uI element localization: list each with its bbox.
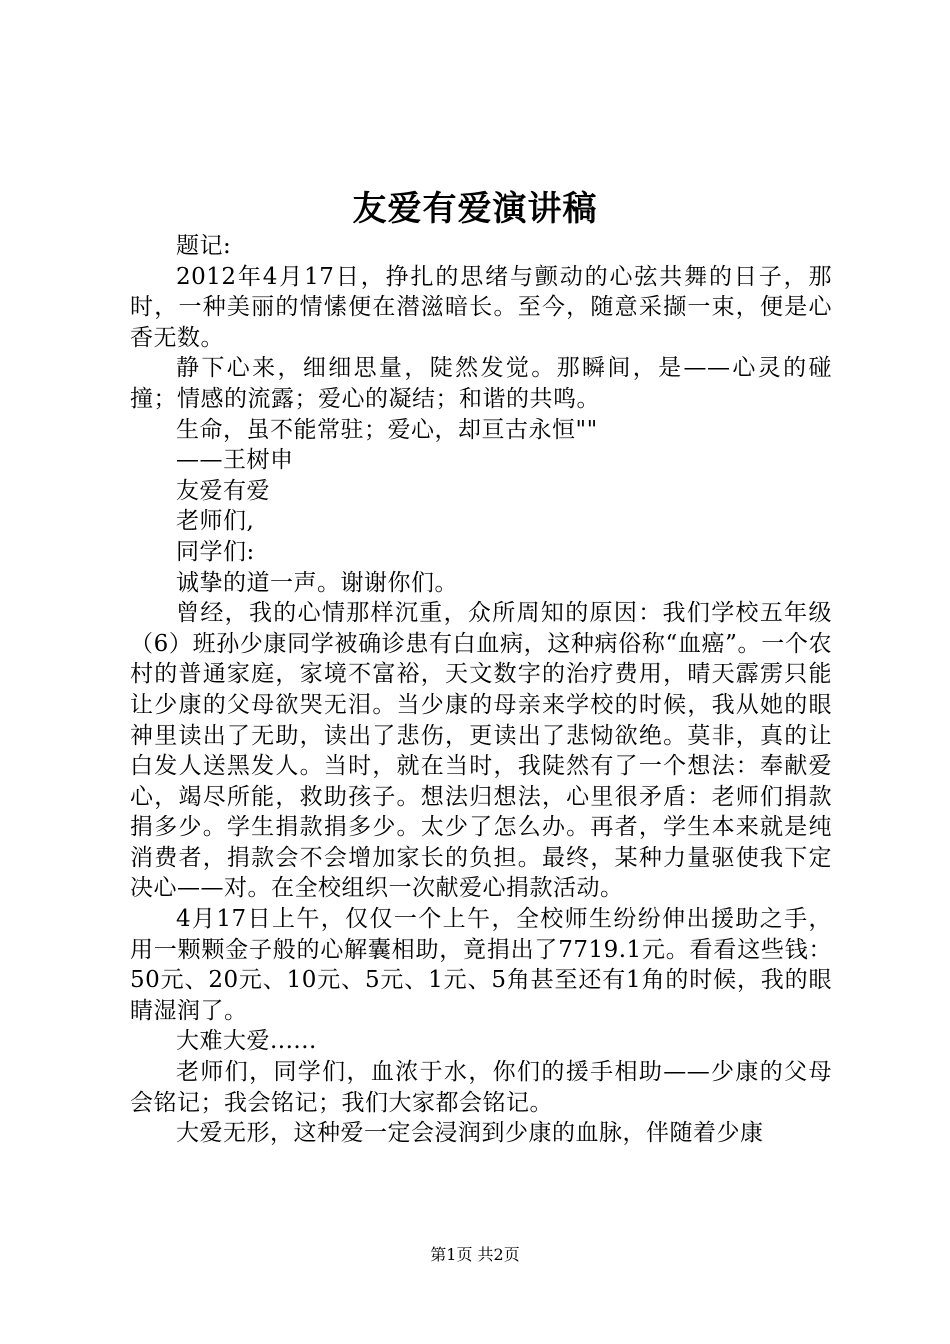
paragraph: 友爱有爱 <box>176 477 270 504</box>
paragraph: 老师们，同学们，血浓于水，你们的援手相助——少康的父母会铭记；我会铭记；我们大家都会铭记。 <box>130 1059 832 1116</box>
document-title: 友爱有爱演讲稿 <box>352 189 598 229</box>
paragraph: 生命，虽不能常驻；爱心，却亘古永恒"" <box>176 416 598 443</box>
paragraph: 4月17日上午，仅仅一个上午，全校师生纷纷伸出援助之手，用一颗颗金子般的心解囊相助，竟捐出了7719.1元。看看这些钱：50元、20元、10元、5元、1元、5角甚至还有1角的时候，我的眼睛湿润了。 <box>130 906 832 1024</box>
paragraph: 大爱无形，这种爱一定会浸润到少康的血脉，伴随着少康 <box>176 1120 764 1147</box>
paragraph: 静下心来，细细思量，陡然发觉。那瞬间，是——心灵的碰撞；情感的流露；爱心的凝结；和谐的共鸣。 <box>130 355 832 412</box>
paragraph: 曾经，我的心情那样沉重，众所周知的原因：我们学校五年级（6）班孙少康同学被确诊患有白血病，这种病俗称“血癌”。一个农村的普通家庭，家境不富裕，天文数字的治疗费用，晴天霹雳只能让少康的父母欲哭无泪。当少康的母亲来学校的时候，我从她的眼神里读出了无助，读出了悲伤，更读出了悲恸欲绝。莫非，真的让白发人送黑发人。当时，就在当时，我陡然有了一个想法：奉献爱心，竭尽所能，救助孩子。想法归想法，心里很矛盾：老师们捐款捐多少。学生捐款捐多少。太少了怎么办。再者，学生本来就是纯消费者，捐款会不会增加家长的负担。最终，某种力量驱使我下定决心——对。在全校组织一次献爱心捐款活动。 <box>130 600 832 902</box>
paragraph: 大难大爱...... <box>176 1028 317 1055</box>
paragraph: 2012年4月17日，挣扎的思绪与颤动的心弦共舞的日子，那时，一种美丽的情愫便在潜滋暗长。至今，随意采撷一束，便是心香无数。 <box>130 263 832 351</box>
page-footer: 第1页 共2页 <box>430 1245 520 1264</box>
document-body <box>130 231 832 1149</box>
paragraph: 题记: <box>176 233 232 259</box>
paragraph: 同学们: <box>176 538 255 565</box>
paragraph: 诚挚的道一声。谢谢你们。 <box>176 569 458 596</box>
paragraph: ——王树申 <box>176 447 294 474</box>
paragraph: 老师们, <box>176 508 255 535</box>
